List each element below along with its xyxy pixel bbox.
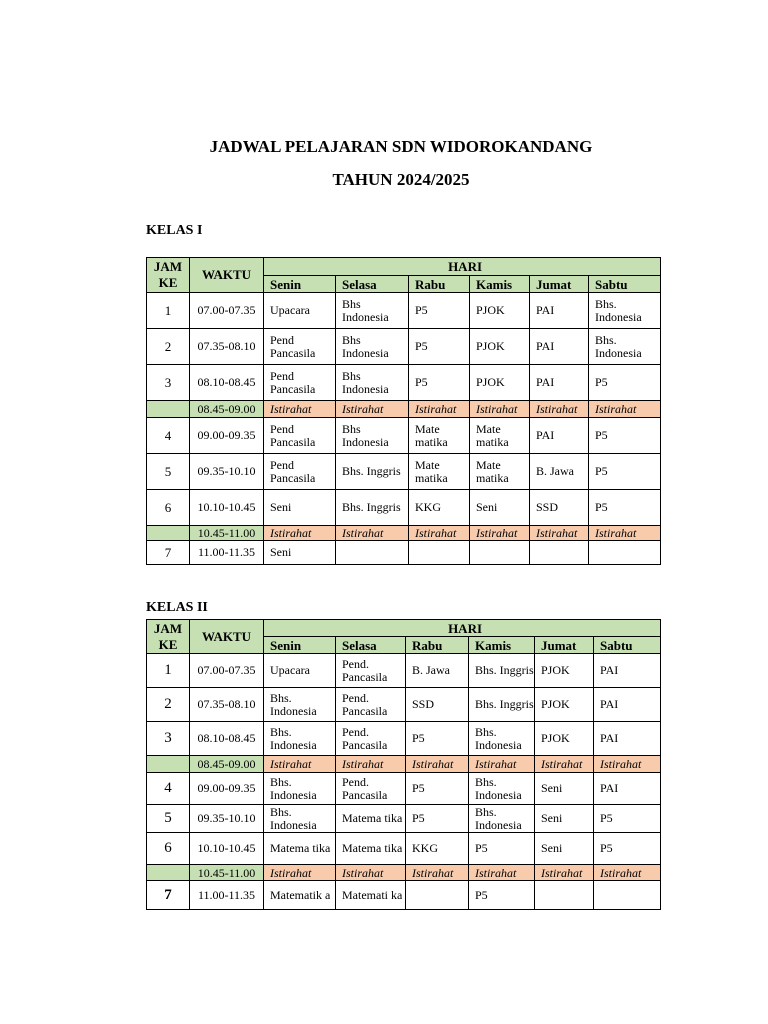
header-hari: HARI	[264, 258, 661, 276]
istirahat-cell: Istirahat	[469, 865, 535, 881]
subject-cell: P5	[469, 881, 535, 910]
header-day: Senin	[264, 276, 336, 293]
kelas2-label: KELAS II	[146, 600, 208, 615]
subject-cell	[336, 541, 409, 565]
istirahat-cell: Istirahat	[535, 756, 594, 773]
subject-cell: Pend. Pancasila	[336, 688, 406, 722]
subject-cell: Bhs. Indonesia	[589, 329, 661, 365]
subject-cell: Pend. Pancasila	[336, 654, 406, 688]
subject-cell	[594, 881, 661, 910]
table-row	[147, 541, 661, 565]
subject-cell: Bhs. Indonesia	[264, 722, 336, 756]
header-day: Senin	[264, 637, 336, 654]
subject-cell: Bhs. Indonesia	[264, 688, 336, 722]
subject-cell: Bhs. Inggris	[336, 454, 409, 490]
subject-cell: P5	[406, 722, 469, 756]
subject-cell: Bhs. Indonesia	[264, 805, 336, 833]
subject-cell	[530, 541, 589, 565]
waktu-cell: 08.45-09.00	[190, 401, 264, 418]
subject-cell: Mate matika	[470, 418, 530, 454]
subject-cell: SSD	[530, 490, 589, 526]
break-row	[147, 401, 661, 418]
waktu-cell: 08.10-08.45	[190, 722, 264, 756]
header-day: Sabtu	[589, 276, 661, 293]
waktu-cell: 08.45-09.00	[190, 756, 264, 773]
subject-cell: PJOK	[470, 365, 530, 401]
subject-cell: PAI	[594, 722, 661, 756]
subject-cell: Matema tika	[264, 833, 336, 865]
table-row	[147, 688, 661, 722]
istirahat-cell: Istirahat	[589, 401, 661, 418]
subject-cell: P5	[589, 490, 661, 526]
subject-cell: PAI	[530, 365, 589, 401]
subject-cell: Matemati ka	[336, 881, 406, 910]
kelas1-schedule-table	[146, 257, 661, 565]
subject-cell: P5	[409, 293, 470, 329]
subject-cell: KKG	[409, 490, 470, 526]
jam-ke-cell	[147, 526, 190, 541]
subject-cell: PJOK	[470, 329, 530, 365]
waktu-cell: 11.00-11.35	[190, 541, 264, 565]
jam-ke-cell: 5	[147, 805, 190, 833]
subject-cell: Pend Pancasila	[264, 454, 336, 490]
jam-ke-cell: 7	[147, 541, 190, 565]
kelas2-body	[147, 654, 661, 910]
subject-cell: PJOK	[535, 688, 594, 722]
subject-cell	[589, 541, 661, 565]
page-title: JADWAL PELAJARAN SDN WIDOROKANDANG	[209, 137, 593, 156]
subject-cell: Seni	[535, 805, 594, 833]
istirahat-cell: Istirahat	[409, 401, 470, 418]
header-jam-ke: JAM KE	[147, 620, 190, 654]
jam-ke-cell: 4	[147, 418, 190, 454]
subject-cell: P5	[594, 805, 661, 833]
jam-ke-cell: 7	[147, 881, 190, 910]
subject-cell: Bhs. Indonesia	[264, 773, 336, 805]
waktu-cell: 09.00-09.35	[190, 418, 264, 454]
subject-cell: PAI	[594, 688, 661, 722]
subject-cell: KKG	[406, 833, 469, 865]
table-row	[147, 773, 661, 805]
subject-cell: P5	[589, 454, 661, 490]
subject-cell: PAI	[530, 418, 589, 454]
header-day: Selasa	[336, 637, 406, 654]
subject-cell: B. Jawa	[530, 454, 589, 490]
jam-ke-cell: 4	[147, 773, 190, 805]
subject-cell: Seni	[470, 490, 530, 526]
istirahat-cell: Istirahat	[406, 865, 469, 881]
waktu-cell: 10.10-10.45	[190, 490, 264, 526]
table-row	[147, 293, 661, 329]
table-row	[147, 454, 661, 490]
header-day: Jumat	[535, 637, 594, 654]
table-row	[147, 833, 661, 865]
subject-cell: Matematik a	[264, 881, 336, 910]
subject-cell: Seni	[535, 773, 594, 805]
kelas1-label: KELAS I	[146, 223, 203, 238]
table-row	[147, 881, 661, 910]
table-row	[147, 329, 661, 365]
subject-cell: Mate matika	[470, 454, 530, 490]
jam-ke-cell: 1	[147, 293, 190, 329]
istirahat-cell: Istirahat	[594, 865, 661, 881]
break-row	[147, 865, 661, 881]
school-year: TAHUN 2024/2025	[332, 170, 470, 189]
jam-ke-cell: 5	[147, 454, 190, 490]
istirahat-cell: Istirahat	[264, 756, 336, 773]
subject-cell: Bhs. Indonesia	[469, 773, 535, 805]
subject-cell: PJOK	[535, 722, 594, 756]
table-row	[147, 805, 661, 833]
jam-ke-cell	[147, 865, 190, 881]
subject-cell: P5	[469, 833, 535, 865]
subject-cell: Bhs Indonesia	[336, 365, 409, 401]
istirahat-cell: Istirahat	[264, 865, 336, 881]
istirahat-cell: Istirahat	[469, 756, 535, 773]
subject-cell	[535, 881, 594, 910]
waktu-cell: 07.00-07.35	[190, 654, 264, 688]
subject-cell: Bhs. Indonesia	[469, 805, 535, 833]
waktu-cell: 08.10-08.45	[190, 365, 264, 401]
istirahat-cell: Istirahat	[530, 401, 589, 418]
table-row	[147, 418, 661, 454]
header-waktu: WAKTU	[190, 620, 264, 654]
subject-cell: Seni	[264, 490, 336, 526]
istirahat-cell: Istirahat	[409, 526, 470, 541]
jam-ke-cell: 3	[147, 722, 190, 756]
istirahat-cell: Istirahat	[470, 401, 530, 418]
jam-ke-cell: 6	[147, 833, 190, 865]
istirahat-cell: Istirahat	[336, 526, 409, 541]
break-row	[147, 756, 661, 773]
subject-cell: PAI	[530, 293, 589, 329]
waktu-cell: 09.00-09.35	[190, 773, 264, 805]
subject-cell: Bhs Indonesia	[336, 293, 409, 329]
subject-cell: PJOK	[535, 654, 594, 688]
subject-cell: PAI	[594, 773, 661, 805]
subject-cell: P5	[589, 418, 661, 454]
istirahat-cell: Istirahat	[264, 526, 336, 541]
subject-cell: B. Jawa	[406, 654, 469, 688]
subject-cell: Bhs. Indonesia	[589, 293, 661, 329]
subject-cell: Bhs. Indonesia	[469, 722, 535, 756]
istirahat-cell: Istirahat	[264, 401, 336, 418]
table-row	[147, 490, 661, 526]
jam-ke-cell: 2	[147, 329, 190, 365]
header-day: Rabu	[406, 637, 469, 654]
istirahat-cell: Istirahat	[336, 756, 406, 773]
subject-cell: Bhs. Inggris	[469, 654, 535, 688]
waktu-cell: 10.45-11.00	[190, 865, 264, 881]
subject-cell: Matema tika	[336, 805, 406, 833]
subject-cell: Bhs Indonesia	[336, 329, 409, 365]
jam-ke-cell: 3	[147, 365, 190, 401]
subject-cell: PAI	[530, 329, 589, 365]
subject-cell: P5	[409, 365, 470, 401]
istirahat-cell: Istirahat	[530, 526, 589, 541]
istirahat-cell: Istirahat	[336, 401, 409, 418]
header-day: Selasa	[336, 276, 409, 293]
jam-ke-cell	[147, 401, 190, 418]
subject-cell	[406, 881, 469, 910]
subject-cell: Mate matika	[409, 418, 470, 454]
subject-cell: P5	[409, 329, 470, 365]
subject-cell: Pend. Pancasila	[336, 722, 406, 756]
table-row	[147, 722, 661, 756]
waktu-cell: 09.35-10.10	[190, 454, 264, 490]
table-row	[147, 654, 661, 688]
break-row	[147, 526, 661, 541]
kelas1-body	[147, 293, 661, 565]
subject-cell: Upacara	[264, 654, 336, 688]
header-waktu: WAKTU	[190, 258, 264, 293]
waktu-cell: 07.00-07.35	[190, 293, 264, 329]
istirahat-cell: Istirahat	[594, 756, 661, 773]
kelas2-schedule-table	[146, 619, 661, 910]
waktu-cell: 07.35-08.10	[190, 329, 264, 365]
jam-ke-cell: 6	[147, 490, 190, 526]
subject-cell: Pend Pancasila	[264, 329, 336, 365]
header-day: Sabtu	[594, 637, 661, 654]
subject-cell: Pend. Pancasila	[336, 773, 406, 805]
istirahat-cell: Istirahat	[470, 526, 530, 541]
header-jam-ke: JAM KE	[147, 258, 190, 293]
subject-cell	[470, 541, 530, 565]
header-hari: HARI	[264, 620, 661, 637]
waktu-cell: 09.35-10.10	[190, 805, 264, 833]
jam-ke-cell: 1	[147, 654, 190, 688]
waktu-cell: 10.45-11.00	[190, 526, 264, 541]
header-day: Jumat	[530, 276, 589, 293]
subject-cell: Upacara	[264, 293, 336, 329]
subject-cell: P5	[594, 833, 661, 865]
subject-cell	[409, 541, 470, 565]
subject-cell: Bhs Indonesia	[336, 418, 409, 454]
istirahat-cell: Istirahat	[406, 756, 469, 773]
subject-cell: Seni	[264, 541, 336, 565]
waktu-cell: 11.00-11.35	[190, 881, 264, 910]
jam-ke-cell	[147, 756, 190, 773]
jam-ke-cell: 2	[147, 688, 190, 722]
subject-cell: Pend Pancasila	[264, 365, 336, 401]
subject-cell: Seni	[535, 833, 594, 865]
header-day: Kamis	[469, 637, 535, 654]
table-row	[147, 365, 661, 401]
subject-cell: P5	[589, 365, 661, 401]
subject-cell: Mate matika	[409, 454, 470, 490]
header-day: Rabu	[409, 276, 470, 293]
subject-cell: P5	[406, 805, 469, 833]
istirahat-cell: Istirahat	[589, 526, 661, 541]
subject-cell: PJOK	[470, 293, 530, 329]
subject-cell: P5	[406, 773, 469, 805]
istirahat-cell: Istirahat	[535, 865, 594, 881]
subject-cell: Matema tika	[336, 833, 406, 865]
waktu-cell: 10.10-10.45	[190, 833, 264, 865]
header-day: Kamis	[470, 276, 530, 293]
subject-cell: SSD	[406, 688, 469, 722]
istirahat-cell: Istirahat	[336, 865, 406, 881]
subject-cell: Bhs. Inggris	[469, 688, 535, 722]
waktu-cell: 07.35-08.10	[190, 688, 264, 722]
subject-cell: Bhs. Inggris	[336, 490, 409, 526]
subject-cell: Pend Pancasila	[264, 418, 336, 454]
subject-cell: PAI	[594, 654, 661, 688]
